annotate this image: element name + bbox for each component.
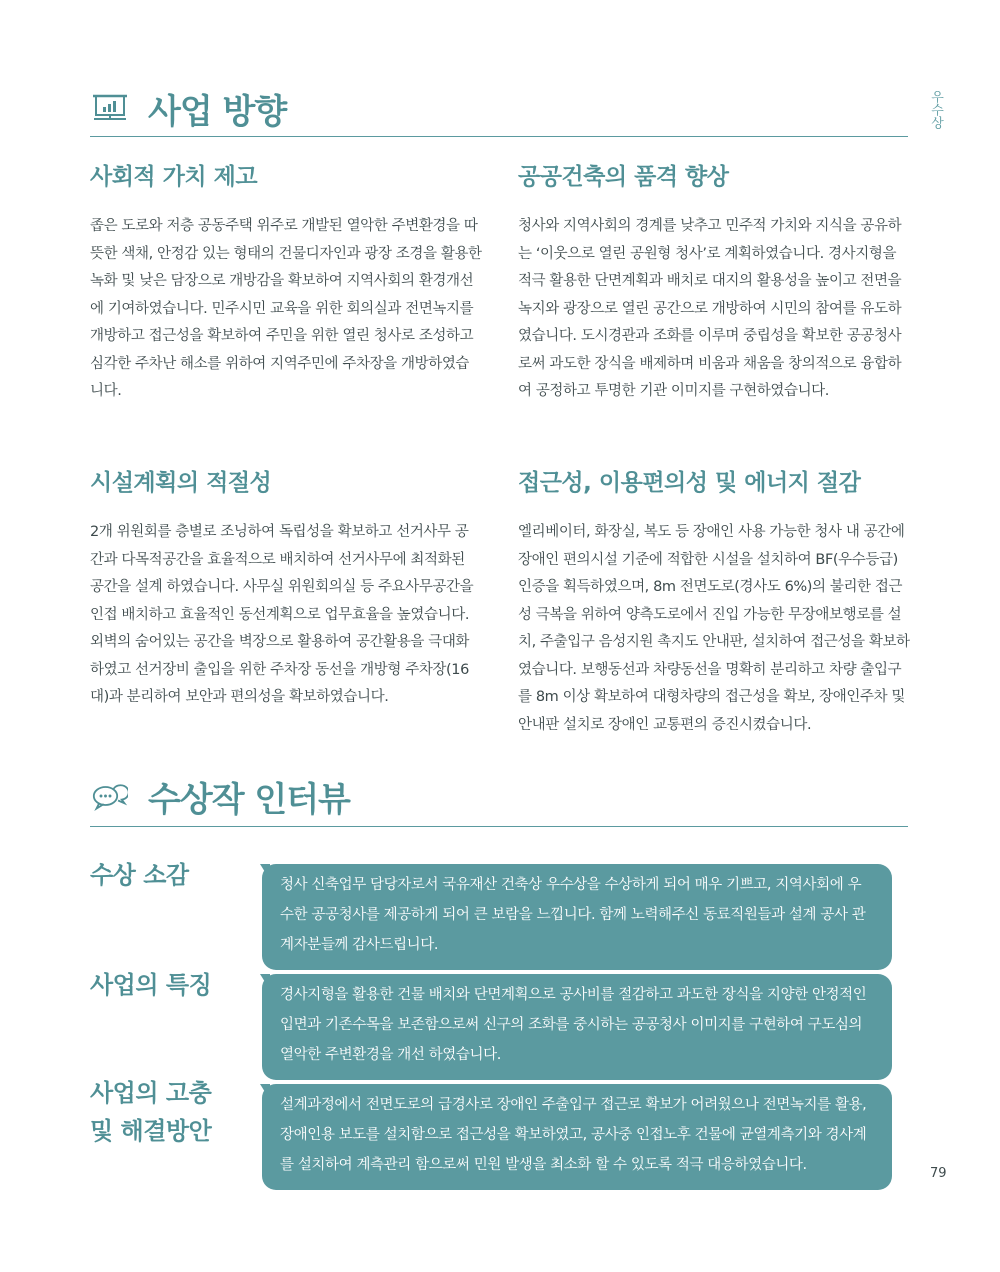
label-line: 사업의 고충 (90, 1079, 212, 1107)
section-header-business-direction (90, 84, 908, 137)
column-public-architecture (518, 158, 910, 406)
column-social-value (90, 158, 482, 406)
column-heading: 사회적 가치 제고 (90, 164, 258, 190)
section-title: 수상작 인터뷰 (148, 780, 350, 820)
interview-label-difficulties (90, 1074, 211, 1150)
interview-answer-features: 경사지형을 활용한 건물 배치와 단면계획으로 공사비를 절감하고 과도한 장식을 지양한 안정적인 입면과 기존수목을 보존함으로써 신구의 조화를 중시하는 공공청사 이미지를 구현하여 구도심의 열악한 주변환경을 개선 하였습니다. (262, 974, 892, 1080)
column-heading: 시설계획의 적절성 (90, 470, 272, 496)
column-heading: 접근성, 이용편의성 및 에너지 절감 (518, 470, 861, 496)
interview-answer-impression: 청사 신축업무 담당자로서 국유재산 건축상 우수상을 수상하게 되어 매우 기쁘고, 지역사회에 우수한 공공청사를 제공하게 되어 큰 보람을 느낍니다. 함께 노력해주신 동료직원들과 설계 공사 관계자분들께 감사드립니다. (262, 864, 892, 970)
page-number: 79 (930, 1166, 947, 1181)
column-body: 청사와 지역사회의 경계를 낮추고 민주적 가치와 지식을 공유하는 ‘이웃으로 열린 공원형 청사’로 계획하였습니다. 경사지형을 적극 활용한 단면계획과 배치로 대지의 활용성을 높이고 전면을 녹지와 광장으로 열린 공간으로 개방하여 시민의 참여를 유도하였습니다. 도시경관과 조화를 이루며 중립성을 확보한 공공청사로써 과도한 장식을 배제하며 비움과 채움을 창의적으로 융합하여 공정하고 투명한 기관 이미지를 구현하였습니다. (518, 218, 902, 399)
label-line: 및 해결방안 (90, 1117, 212, 1145)
column-body: 엘리베이터, 화장실, 복도 등 장애인 사용 가능한 청사 내 공간에 장애인 편의시설 기준에 적합한 시설을 설치하여 BF(우수등급) 인증을 획득하였으며, 8m 전면도로(경사도 6%)의 불리한 접근성 극복을 위하여 양측도로에서 진입 가능한 무장애보행로를 설치, 주출입구 음성지원 촉지도 안내판, 설치하여 접근성을 확보하였습니다. 보행동선과 차량동선을 명확히 분리하고 차량 출입구를 8m 이상 확보하여 대형차량의 접근성을 확보, 장애인주차 및 안내판 설치로 장애인 교통편의 증진시켰습니다. (518, 524, 910, 733)
presentation-board-icon (92, 90, 128, 126)
interview-label-features: 사업의 특징 (90, 971, 212, 999)
section-title: 사업 방향 (148, 92, 287, 132)
column-facility-planning (90, 464, 482, 712)
column-heading: 공공건축의 품격 향상 (518, 164, 729, 190)
section-header-interview (90, 772, 908, 827)
column-accessibility-energy (518, 464, 910, 739)
column-body: 좁은 도로와 저층 공동주택 위주로 개발된 열악한 주변환경을 따뜻한 색채, 안정감 있는 형태의 건물디자인과 광장 조경을 활용한 녹화 및 낮은 담장으로 개방감을 확보하여 지역사회의 환경개선에 기여하였습니다. 민주시민 교육을 위한 회의실과 전면녹지를 개방하고 접근성을 확보하여 주민을 위한 열린 청사로 조성하고 심각한 주차난 해소를 위하여 지역주민에 주차장을 개방하였습니다. (90, 218, 482, 399)
column-body: 2개 위원회를 층별로 조닝하여 독립성을 확보하고 선거사무 공간과 다목적공간을 효율적으로 배치하여 선거사무에 최적화된 공간을 설계 하였습니다. 사무실 위원회의실 등 주요사무공간을 인접 배치하고 효율적인 동선계획으로 업무효율을 높였습니다. 외벽의 숨어있는 공간을 벽장으로 활용하여 공간활용을 극대화하였고 선거장비 출입을 위한 주차장 동선을 개방형 주차장(16대)과 분리하여 보안과 편의성을 확보하였습니다. (90, 524, 474, 705)
interview-label-impression: 수상 소감 (90, 861, 189, 889)
side-tab-label: 우수상 (928, 90, 943, 129)
interview-answer-difficulties: 설계과정에서 전면도로의 급경사로 장애인 주출입구 접근로 확보가 어려웠으나 전면녹지를 활용, 장애인용 보도를 설치함으로 접근성을 확보하였고, 공사중 인접노후 건물에 균열계측기와 경사계를 설치하여 계측관리 함으로써 민원 발생을 최소화 할 수 있도록 적극 대응하였습니다. (262, 1084, 892, 1190)
speech-bubble-icon (92, 778, 128, 814)
